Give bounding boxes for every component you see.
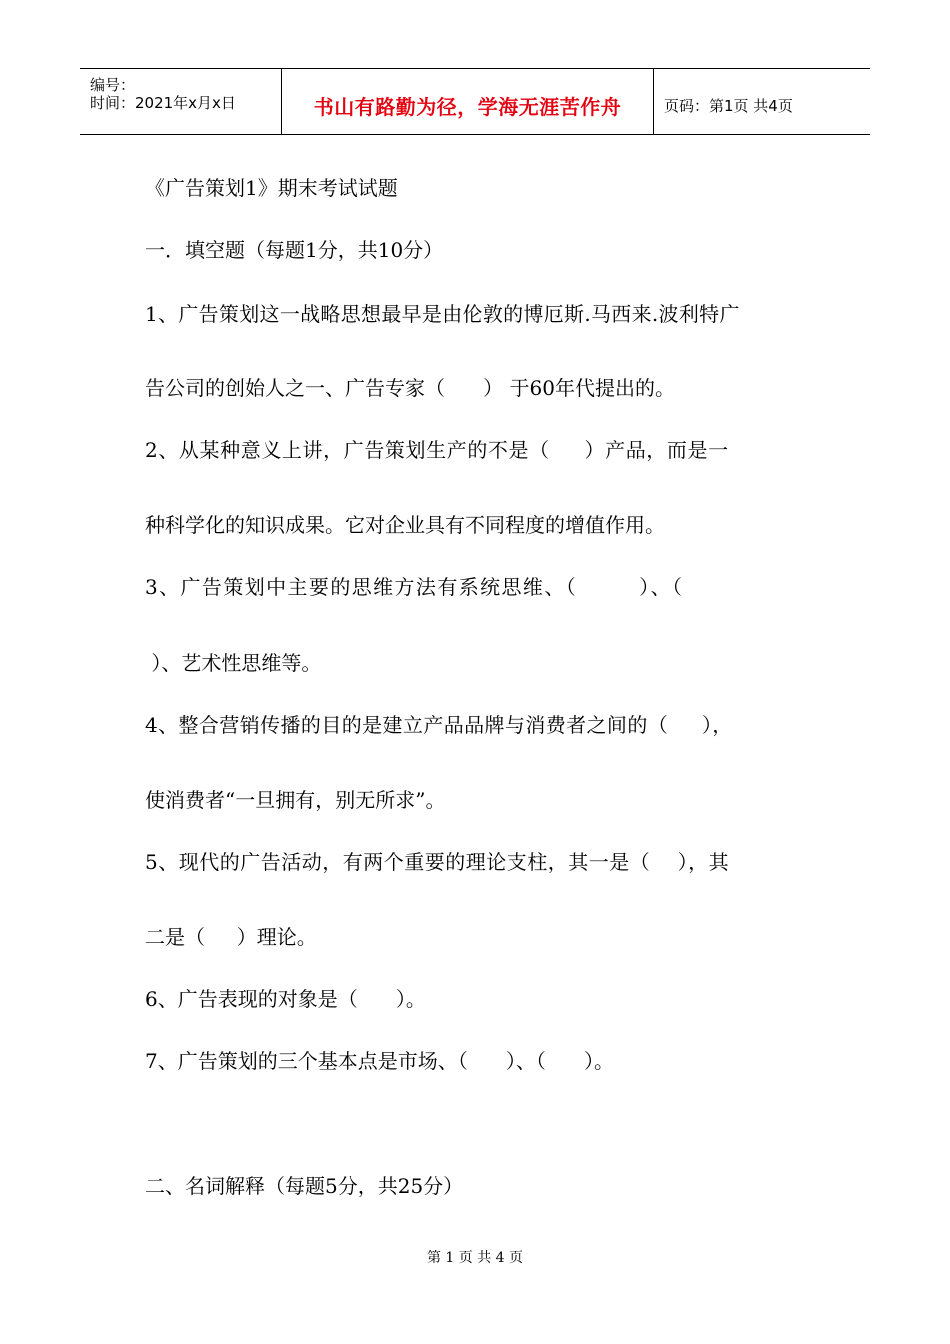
question-line: 5、现代的广告活动，有两个重要的理论支柱，其一是（ ），其 bbox=[145, 850, 730, 874]
header-motto: 书山有路勤为径，学海无涯苦作舟 bbox=[313, 95, 622, 119]
header-info-cell bbox=[80, 69, 282, 134]
document-number-label: 编号： bbox=[90, 76, 136, 94]
question-line: 7、广告策划的三个基本点是市场、（ ）、（ ）。 bbox=[145, 1049, 615, 1073]
header-motto-cell bbox=[282, 69, 654, 134]
question-line: 6、广告表现的对象是（ ）。 bbox=[145, 987, 426, 1011]
question-line: 告公司的创始人之一、广告专家（ ） 于60年代提出的。 bbox=[145, 376, 675, 400]
header-table bbox=[80, 68, 870, 135]
question-line: ）、艺术性思维等。 bbox=[145, 651, 322, 675]
exam-title: 《广告策划1》期末考试试题 bbox=[145, 176, 398, 200]
document-time-label: 时间：2021年x月x日 bbox=[90, 94, 236, 112]
page-footer: 第 1 页 共 4 页 bbox=[426, 1250, 524, 1266]
question-line: 二是（ ）理论。 bbox=[145, 925, 317, 949]
header-page-cell bbox=[654, 69, 870, 134]
question-line: 4、整合营销传播的目的是建立产品品牌与消费者之间的（ ）， bbox=[145, 713, 733, 737]
question-line: 种科学化的知识成果。它对企业具有不同程度的增值作用。 bbox=[145, 513, 665, 537]
question-line: 3、广告策划中主要的思维方法有系统思维、（ ）、（ bbox=[145, 575, 684, 599]
question-line: 使消费者“一旦拥有，别无所求”。 bbox=[145, 788, 446, 812]
section2-heading: 二、名词解释（每题5分，共25分） bbox=[145, 1174, 464, 1198]
question-line: 2、从某种意义上讲，广告策划生产的不是（ ）产品，而是一 bbox=[145, 438, 729, 462]
header-page-info: 页码：第1页 共4页 bbox=[664, 97, 793, 115]
section1-heading: 一．填空题（每题1分，共10分） bbox=[145, 238, 444, 262]
question-line: 1、广告策划这一战略思想最早是由伦敦的博厄斯.马西来.波利特广 bbox=[145, 302, 740, 326]
